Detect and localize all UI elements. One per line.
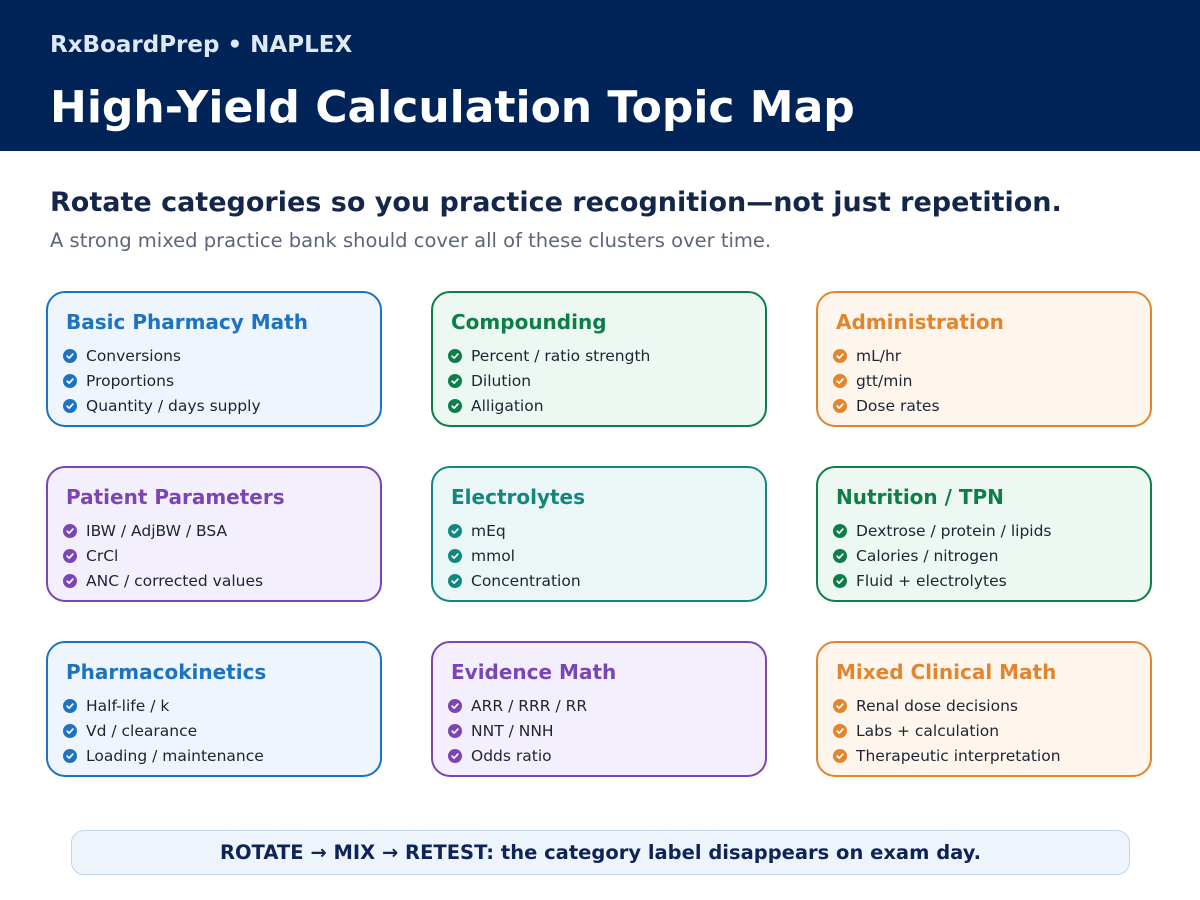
topic-item-label: gtt/min [856, 371, 913, 390]
check-circle-icon [448, 399, 462, 413]
topic-item-label: Percent / ratio strength [471, 346, 651, 365]
page-title: High-Yield Calculation Topic Map [50, 82, 855, 133]
topic-card [816, 641, 1152, 777]
topic-card [46, 641, 382, 777]
topic-item-label: Proportions [86, 371, 175, 390]
topic-list-item [833, 343, 940, 368]
topic-list-item [833, 568, 1052, 593]
topic-card-title: Pharmacokinetics [66, 660, 267, 684]
topic-card-list [63, 693, 264, 768]
check-circle-icon [63, 724, 77, 738]
topic-item-label: ANC / corrected values [86, 571, 264, 590]
topic-item-label: Therapeutic interpretation [856, 746, 1061, 765]
page-caption: A strong mixed practice bank should cover all of these clusters over time. [50, 229, 772, 252]
topic-item-label: CrCl [86, 546, 119, 565]
check-circle-icon [448, 574, 462, 588]
topic-list-item [833, 743, 1061, 768]
topic-list-item [833, 543, 1052, 568]
topic-card-title: Electrolytes [451, 485, 586, 509]
topic-item-label: Dose rates [856, 396, 940, 415]
topic-card-title: Evidence Math [451, 660, 617, 684]
topic-card [46, 466, 382, 602]
topic-item-label: Conversions [86, 346, 181, 365]
check-circle-icon [448, 374, 462, 388]
topic-list-item [448, 743, 587, 768]
topic-card-list [833, 343, 940, 418]
brand-label: RxBoardPrep • NAPLEX [50, 32, 353, 58]
topic-card-list [63, 518, 263, 593]
topic-item-label: Fluid + electrolytes [856, 571, 1007, 590]
topic-item-label: Dilution [471, 371, 532, 390]
topic-card-title: Administration [836, 310, 1004, 334]
topic-list-item [63, 568, 263, 593]
topic-item-label: mmol [471, 546, 515, 565]
topic-item-label: Half-life / k [86, 696, 170, 715]
topic-list-item [448, 568, 581, 593]
topic-item-label: Calories / nitrogen [856, 546, 999, 565]
check-circle-icon [63, 749, 77, 763]
topic-card-title: Nutrition / TPN [836, 485, 1004, 509]
topic-list-item [833, 718, 1061, 743]
topic-card [431, 466, 767, 602]
topic-item-label: Concentration [471, 571, 581, 590]
topic-list-item [448, 518, 581, 543]
topic-item-label: mEq [471, 521, 506, 540]
topic-card-list [833, 693, 1061, 768]
topic-item-label: Labs + calculation [856, 721, 1000, 740]
topic-item-label: Dextrose / protein / lipids [856, 521, 1052, 540]
check-circle-icon [448, 699, 462, 713]
topic-card [816, 291, 1152, 427]
check-circle-icon [448, 749, 462, 763]
topic-card-list [448, 518, 581, 593]
footer-banner [71, 830, 1130, 875]
check-circle-icon [833, 574, 847, 588]
topic-card [816, 466, 1152, 602]
topic-item-label: ARR / RRR / RR [471, 696, 588, 715]
check-circle-icon [63, 549, 77, 563]
footer-text: ROTATE → MIX → RETEST: the category label disappears on exam day. [219, 841, 982, 864]
check-circle-icon [63, 374, 77, 388]
topic-list-item [833, 368, 940, 393]
check-circle-icon [833, 349, 847, 363]
topic-list-item [448, 543, 581, 568]
topic-card-title: Basic Pharmacy Math [66, 310, 308, 334]
topic-card-title: Mixed Clinical Math [836, 660, 1057, 684]
topic-list-item [63, 518, 263, 543]
topic-item-label: Loading / maintenance [86, 746, 264, 765]
topic-card-list [833, 518, 1052, 593]
topic-list-item [448, 368, 650, 393]
check-circle-icon [63, 524, 77, 538]
topic-list-item [448, 393, 650, 418]
check-circle-icon [833, 374, 847, 388]
check-circle-icon [448, 349, 462, 363]
topic-item-label: Renal dose decisions [856, 696, 1018, 715]
page-subtitle: Rotate categories so you practice recognition—not just repetition. [50, 187, 1062, 218]
topic-list-item [63, 693, 264, 718]
topic-card [46, 291, 382, 427]
topic-card-title: Patient Parameters [66, 485, 285, 509]
topic-list-item [63, 743, 264, 768]
topic-item-label: NNT / NNH [471, 721, 554, 740]
topic-card-list [63, 343, 261, 418]
check-circle-icon [833, 524, 847, 538]
check-circle-icon [833, 549, 847, 563]
check-circle-icon [448, 724, 462, 738]
topic-item-label: Alligation [471, 396, 544, 415]
topic-item-label: Vd / clearance [86, 721, 198, 740]
check-circle-icon [448, 549, 462, 563]
topic-card [431, 291, 767, 427]
topic-list-item [833, 518, 1052, 543]
check-circle-icon [833, 699, 847, 713]
topic-item-label: IBW / AdjBW / BSA [86, 521, 228, 540]
topic-card-title: Compounding [451, 310, 607, 334]
topic-list-item [448, 718, 587, 743]
topic-list-item [63, 368, 261, 393]
check-circle-icon [63, 399, 77, 413]
topic-list-item [448, 343, 650, 368]
check-circle-icon [63, 349, 77, 363]
check-circle-icon [63, 699, 77, 713]
topic-list-item [448, 693, 587, 718]
header-banner [0, 0, 1200, 151]
topic-list-item [63, 393, 261, 418]
topic-card-list [448, 343, 650, 418]
check-circle-icon [833, 749, 847, 763]
check-circle-icon [833, 399, 847, 413]
topic-item-label: mL/hr [856, 346, 902, 365]
check-circle-icon [833, 724, 847, 738]
topic-item-label: Quantity / days supply [86, 396, 261, 415]
topic-list-item [63, 718, 264, 743]
topic-item-label: Odds ratio [471, 746, 552, 765]
topic-list-item [833, 393, 940, 418]
topic-list-item [833, 693, 1061, 718]
topic-card-list [448, 693, 587, 768]
check-circle-icon [448, 524, 462, 538]
topic-list-item [63, 343, 261, 368]
topic-card [431, 641, 767, 777]
check-circle-icon [63, 574, 77, 588]
topic-list-item [63, 543, 263, 568]
